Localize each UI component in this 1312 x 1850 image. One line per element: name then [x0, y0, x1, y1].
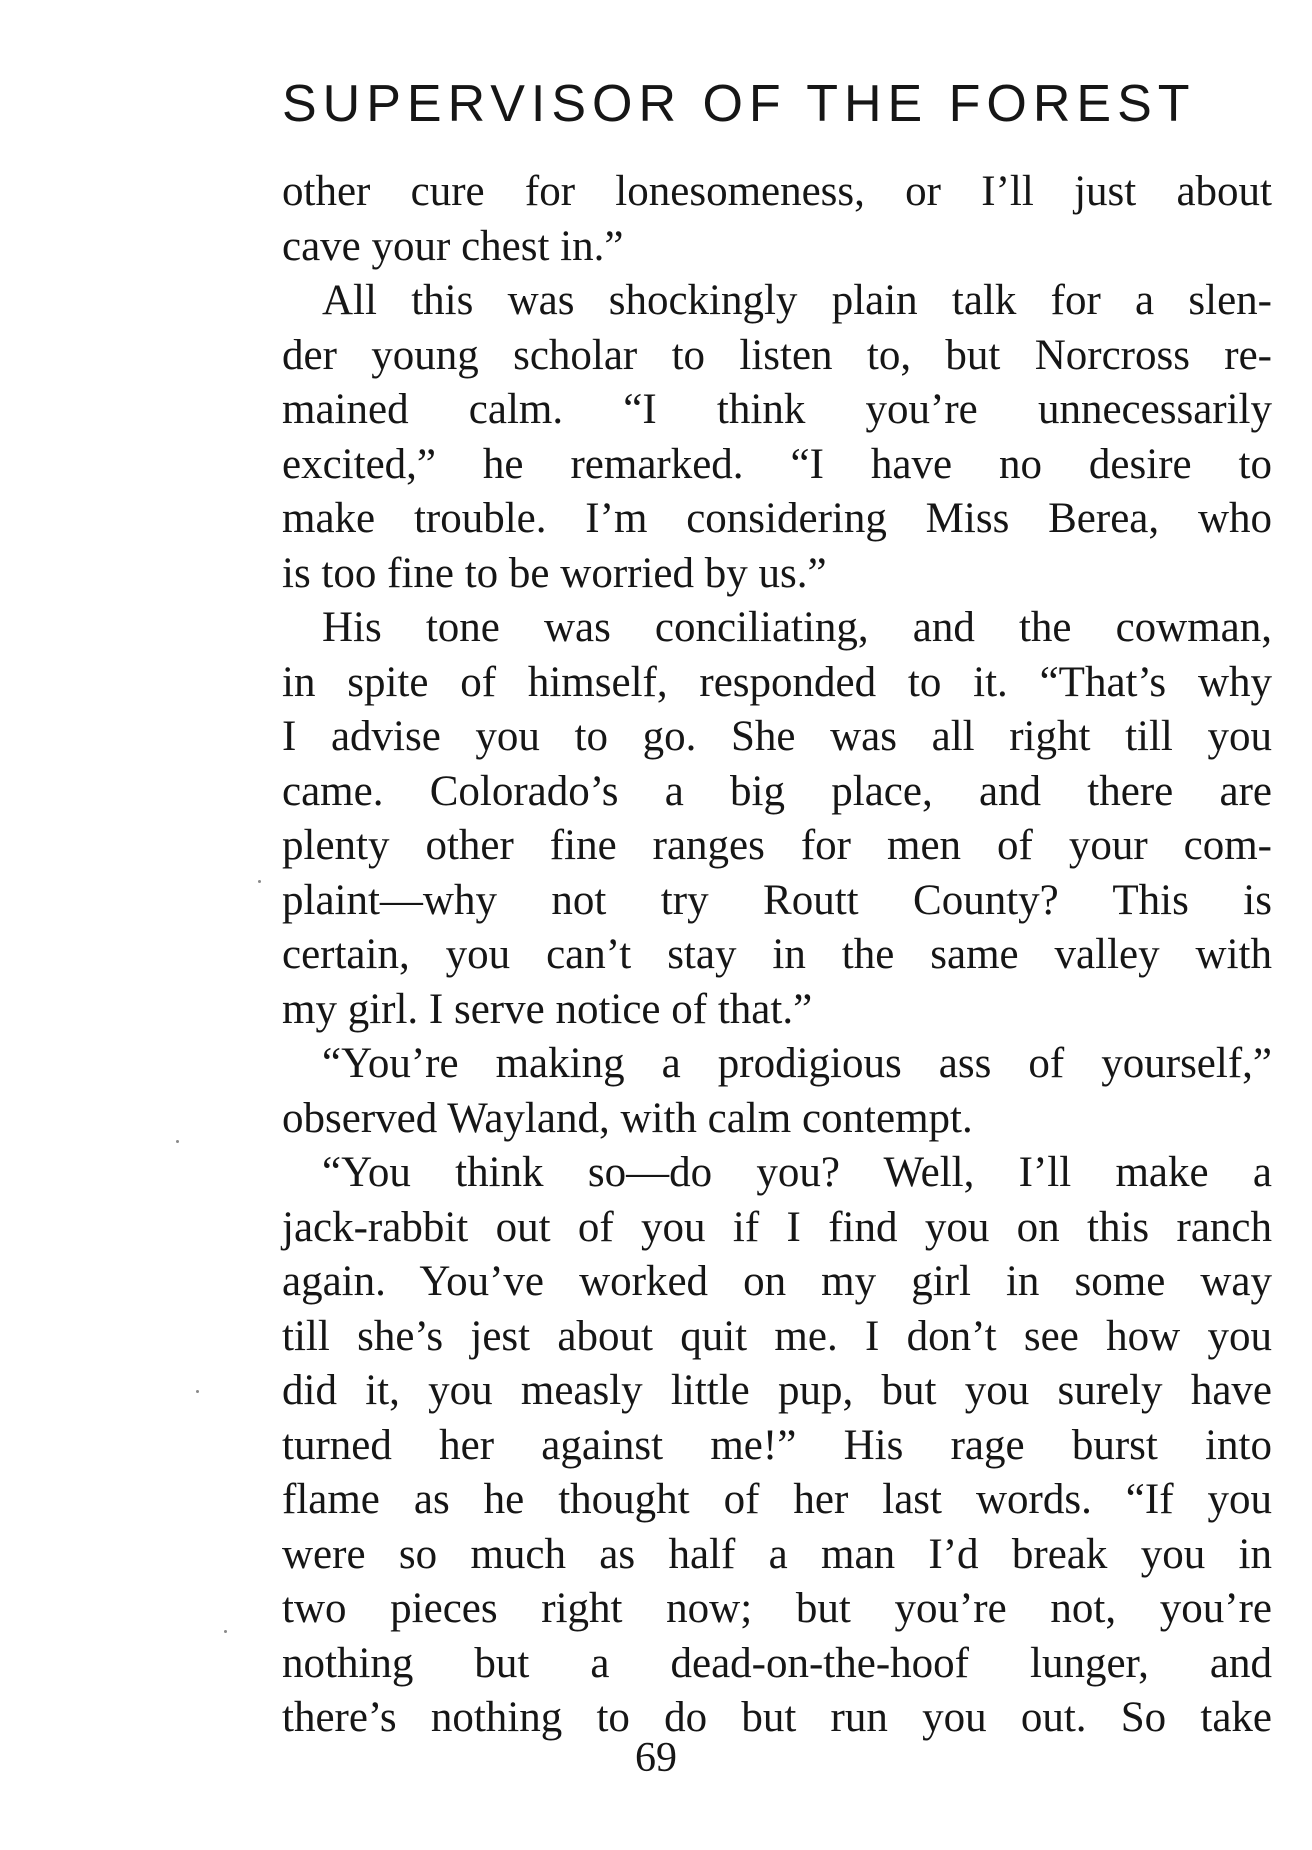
- text-line: there’s nothing to do but run you out. So take: [282, 1694, 1272, 1741]
- text-line: der young scholar to listen to, but Norcross re-: [282, 331, 1272, 379]
- text-line: All this was shockingly plain talk for a slen-: [322, 277, 1272, 324]
- text-line: my girl. I serve notice of that.”: [282, 985, 813, 1033]
- paper-speck: [196, 1390, 199, 1393]
- text-line: flame as he thought of her last words. “If you: [282, 1476, 1272, 1523]
- text-line: again. You’ve worked on my girl in some way: [282, 1258, 1272, 1305]
- text-line: excited,” he remarked. “I have no desire to: [282, 440, 1272, 488]
- text-line: jack-rabbit out of you if I find you on this ranch: [282, 1203, 1272, 1251]
- page-number: 69: [635, 1735, 677, 1781]
- text-line: did it, you measly little pup, but you surely have: [282, 1367, 1272, 1414]
- text-line: in spite of himself, responded to it. “That’s why: [282, 658, 1272, 706]
- text-line: nothing but a dead-on-the-hoof lunger, and: [282, 1639, 1272, 1687]
- text-line: plaint—why not try Routt County? This is: [282, 876, 1272, 924]
- text-line: plenty other fine ranges for men of your com-: [282, 822, 1272, 869]
- text-line: make trouble. I’m considering Miss Berea, who: [282, 495, 1272, 542]
- paper-speck: [224, 1630, 227, 1633]
- running-head: SUPERVISOR OF THE FOREST: [282, 75, 1196, 133]
- text-line: I advise you to go. She was all right till you: [282, 713, 1272, 760]
- text-line: till she’s jest about quit me. I don’t see how you: [282, 1312, 1272, 1360]
- text-line: turned her against me!” His rage burst into: [282, 1421, 1272, 1469]
- text-line: “You’re making a prodigious ass of yourself,”: [322, 1040, 1272, 1087]
- text-line: “You think so—do you? Well, I’ll make a: [322, 1149, 1272, 1196]
- text-line: His tone was conciliating, and the cowman,: [322, 604, 1272, 651]
- text-line: cave your chest in.”: [282, 222, 624, 270]
- text-line: is too fine to be worried by us.”: [282, 549, 827, 597]
- paper-speck: [258, 880, 261, 883]
- body-text: [282, 165, 1272, 1746]
- text-line: were so much as half a man I’d break you in: [282, 1530, 1272, 1578]
- text-line: came. Colorado’s a big place, and there are: [282, 767, 1272, 815]
- text-line: two pieces right now; but you’re not, you’re: [282, 1585, 1272, 1632]
- paper-speck: [176, 1140, 179, 1143]
- text-line: other cure for lonesomeness, or I’ll just about: [282, 168, 1272, 215]
- text-line: observed Wayland, with calm contempt.: [282, 1094, 973, 1142]
- text-line: mained calm. “I think you’re unnecessarily: [282, 386, 1272, 433]
- text-line: certain, you can’t stay in the same valley with: [282, 931, 1272, 978]
